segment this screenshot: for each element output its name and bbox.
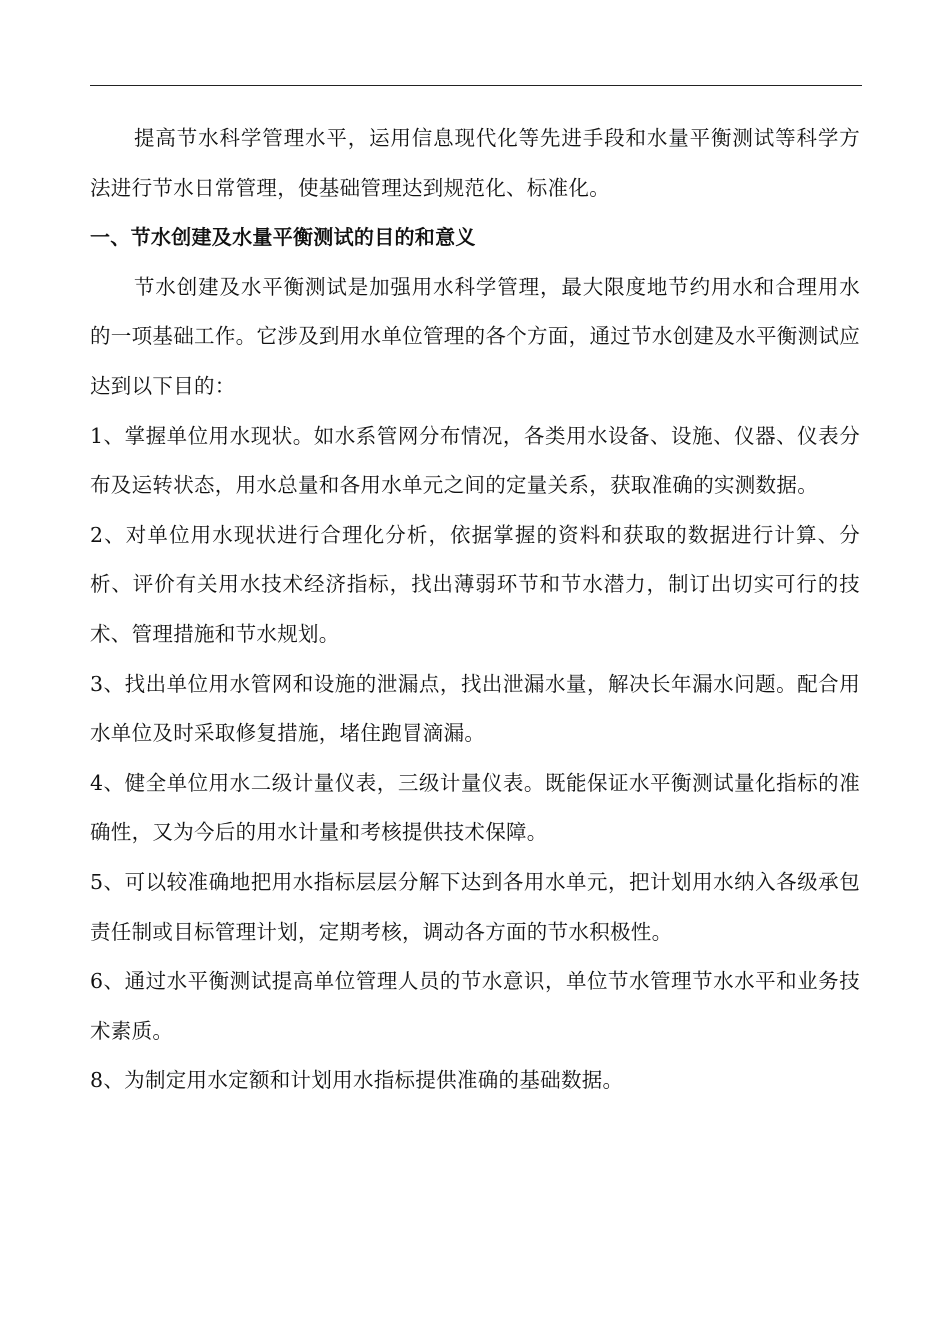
section-heading: 一、节水创建及水量平衡测试的目的和意义 [90, 225, 476, 250]
list-item-5: 5、可以较准确地把用水指标层层分解下达到各用水单元，把计划用水纳入各级承包责任制或目标管理计划，定期考核，调动各方面的节水积极性。 [90, 869, 860, 944]
section-intro-paragraph: 节水创建及水平衡测试是加强用水科学管理，最大限度地节约用水和合理用水的一项基础工作。它涉及到用水单位管理的各个方面，通过节水创建及水平衡测试应达到以下目的： [90, 274, 860, 398]
list-item-4: 4、健全单位用水二级计量仪表，三级计量仪表。既能保证水平衡测试量化指标的准确性，又为今后的用水计量和考核提供技术保障。 [90, 770, 860, 845]
header-rule [90, 85, 862, 86]
document-body [90, 114, 860, 1106]
intro-paragraph: 提高节水科学管理水平，运用信息现代化等先进手段和水量平衡测试等科学方法进行节水日常管理，使基础管理达到规范化、标准化。 [90, 126, 860, 200]
list-item-1: 1、掌握单位用水现状。如水系管网分布情况，各类用水设备、设施、仪器、仪表分布及运转状态，用水总量和各用水单元之间的定量关系，获取准确的实测数据。 [90, 423, 860, 498]
list-item-2: 2、对单位用水现状进行合理化分析，依据掌握的资料和获取的数据进行计算、分析、评价有关用水技术经济指标，找出薄弱环节和节水潜力，制订出切实可行的技术、管理措施和节水规划。 [90, 522, 860, 646]
list-item-8: 8、为制定用水定额和计划用水指标提供准确的基础数据。 [90, 1068, 624, 1093]
list-item-6: 6、通过水平衡测试提高单位管理人员的节水意识，单位节水管理节水水平和业务技术素质。 [90, 969, 860, 1043]
list-item-3: 3、找出单位用水管网和设施的泄漏点，找出泄漏水量，解决长年漏水问题。配合用水单位及时采取修复措施，堵住跑冒滴漏。 [90, 671, 860, 746]
